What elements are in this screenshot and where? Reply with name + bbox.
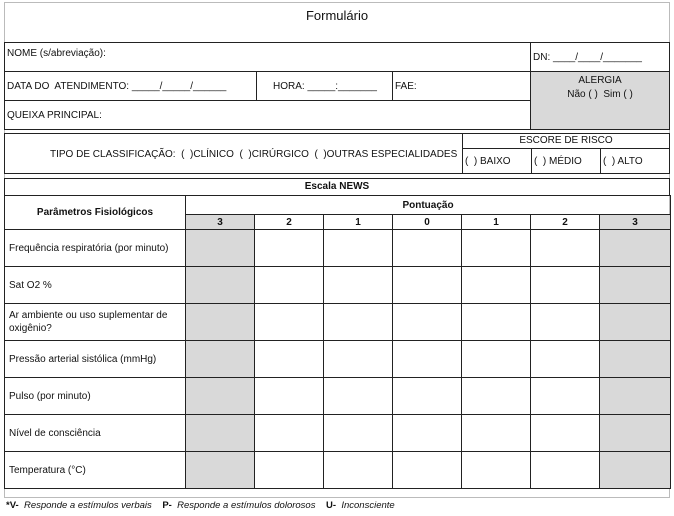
param-label: Ar ambiente ou uso suplementar de oxigênio? <box>5 304 186 341</box>
news-title-bar <box>4 178 670 196</box>
table-row <box>5 452 671 489</box>
escore-sep-2 <box>600 148 601 173</box>
param-header-cell <box>5 196 186 230</box>
score-cell[interactable] <box>531 378 600 415</box>
score-cell[interactable] <box>255 230 324 267</box>
score-cell[interactable] <box>531 230 600 267</box>
escore-medio-option[interactable]: ( ) MÉDIO <box>534 156 582 167</box>
score-cell[interactable] <box>462 341 531 378</box>
score-cell[interactable] <box>393 341 462 378</box>
score-cell[interactable] <box>600 230 671 267</box>
nome-row <box>4 42 531 72</box>
data-atendimento-field[interactable]: DATA DO ATENDIMENTO: _____/_____/______ <box>7 81 227 92</box>
legend-v-text: Responde a estímulos verbais <box>23 500 152 511</box>
score-cell[interactable] <box>255 415 324 452</box>
score-cell[interactable] <box>531 452 600 489</box>
score-cell[interactable] <box>186 230 255 267</box>
score-cell[interactable] <box>462 452 531 489</box>
score-cell[interactable] <box>186 304 255 341</box>
score-cell[interactable] <box>324 267 393 304</box>
param-label: Pulso (por minuto) <box>5 378 186 415</box>
legend-u-text: Inconsciente <box>341 500 395 511</box>
score-cell[interactable] <box>462 230 531 267</box>
score-cell[interactable] <box>255 452 324 489</box>
score-cell[interactable] <box>324 452 393 489</box>
score-cell[interactable] <box>462 415 531 452</box>
score-cell[interactable] <box>324 378 393 415</box>
param-label: Pressão arterial sistólica (mmHg) <box>5 341 186 378</box>
score-cell[interactable] <box>255 341 324 378</box>
score-cell[interactable] <box>531 415 600 452</box>
news-table <box>4 195 671 489</box>
score-cell[interactable] <box>255 304 324 341</box>
param-header: Parâmetros Fisiológicos <box>36 207 154 218</box>
score-cell[interactable] <box>324 304 393 341</box>
table-row <box>5 267 671 304</box>
score-cell[interactable] <box>600 415 671 452</box>
score-cell[interactable] <box>462 304 531 341</box>
score-cell[interactable] <box>186 341 255 378</box>
param-label: Sat O2 % <box>5 267 186 304</box>
score-cell[interactable] <box>255 267 324 304</box>
score-cell[interactable] <box>324 230 393 267</box>
score-col-2-left: 2 <box>255 215 324 230</box>
escore-sep-1 <box>531 148 532 173</box>
hora-cell <box>256 71 393 101</box>
score-cell[interactable] <box>600 341 671 378</box>
score-col-2-right: 2 <box>531 215 600 230</box>
score-header-cell <box>186 196 671 215</box>
queixa-cell <box>4 100 531 130</box>
score-cell[interactable] <box>531 304 600 341</box>
score-cell[interactable] <box>462 267 531 304</box>
queixa-field[interactable]: QUEIXA PRINCIPAL: <box>7 110 102 121</box>
consciousness-legend <box>6 500 395 511</box>
score-cell[interactable] <box>393 267 462 304</box>
score-cell[interactable] <box>393 378 462 415</box>
score-cell[interactable] <box>600 378 671 415</box>
score-cell[interactable] <box>393 415 462 452</box>
score-cell[interactable] <box>600 304 671 341</box>
table-row <box>5 378 671 415</box>
tipo-classificacao-field[interactable]: TIPO DE CLASSIFICAÇÃO: ( )CLÍNICO ( )CIRÚRGICO ( )OUTRAS ESPECIALIDADES <box>50 149 458 160</box>
legend-p-key: P- <box>162 500 172 511</box>
score-cell[interactable] <box>600 267 671 304</box>
score-header: Pontuação <box>402 199 454 211</box>
table-row <box>5 415 671 452</box>
table-row <box>5 304 671 341</box>
dn-field[interactable]: DN: ____/____/_______ <box>533 52 642 63</box>
score-cell[interactable] <box>324 341 393 378</box>
score-cell[interactable] <box>462 378 531 415</box>
param-label: Nível de consciência <box>5 415 186 452</box>
score-cell[interactable] <box>600 452 671 489</box>
escore-title: ESCORE DE RISCO <box>519 135 613 146</box>
alergia-cell <box>530 71 670 130</box>
fae-cell <box>392 71 531 101</box>
data-atendimento-cell <box>4 71 257 101</box>
escore-alto-option[interactable]: ( ) ALTO <box>603 156 643 167</box>
escore-baixo-option[interactable]: ( ) BAIXO <box>465 156 511 167</box>
score-col-0: 0 <box>393 215 462 230</box>
legend-p-text: Responde a estímulos dolorosos <box>177 500 316 511</box>
score-cell[interactable] <box>393 230 462 267</box>
table-row <box>5 341 671 378</box>
legend-u-key: U- <box>326 500 337 511</box>
score-cell[interactable] <box>186 415 255 452</box>
param-label: Temperatura (°C) <box>5 452 186 489</box>
score-cell[interactable] <box>324 415 393 452</box>
legend-v-key: *V- <box>6 500 19 511</box>
score-cell[interactable] <box>393 452 462 489</box>
hora-field[interactable]: HORA: _____:_______ <box>273 81 377 92</box>
score-cell[interactable] <box>255 378 324 415</box>
alergia-options[interactable]: Não ( ) Sim ( ) <box>567 89 633 100</box>
score-cell[interactable] <box>393 304 462 341</box>
table-row <box>5 230 671 267</box>
dn-cell <box>530 42 670 72</box>
score-cell[interactable] <box>186 267 255 304</box>
escore-divider <box>463 148 669 149</box>
fae-field[interactable]: FAE: <box>395 81 417 92</box>
form-title: Formulário <box>305 8 369 23</box>
escore-cell <box>462 133 670 174</box>
news-title: Escala NEWS <box>304 181 370 192</box>
score-col-1-left: 1 <box>324 215 393 230</box>
score-cell[interactable] <box>531 267 600 304</box>
score-cell[interactable] <box>531 341 600 378</box>
alergia-title: ALERGIA <box>578 75 622 86</box>
score-col-1-right: 1 <box>462 215 531 230</box>
score-cell[interactable] <box>186 378 255 415</box>
score-cell[interactable] <box>186 452 255 489</box>
param-label: Frequência respiratória (por minuto) <box>5 230 186 267</box>
classificacao-cell <box>4 133 463 174</box>
nome-field[interactable]: NOME (s/abreviação): <box>7 48 106 59</box>
score-col-3-right: 3 <box>600 215 671 230</box>
score-col-3-left: 3 <box>186 215 255 230</box>
